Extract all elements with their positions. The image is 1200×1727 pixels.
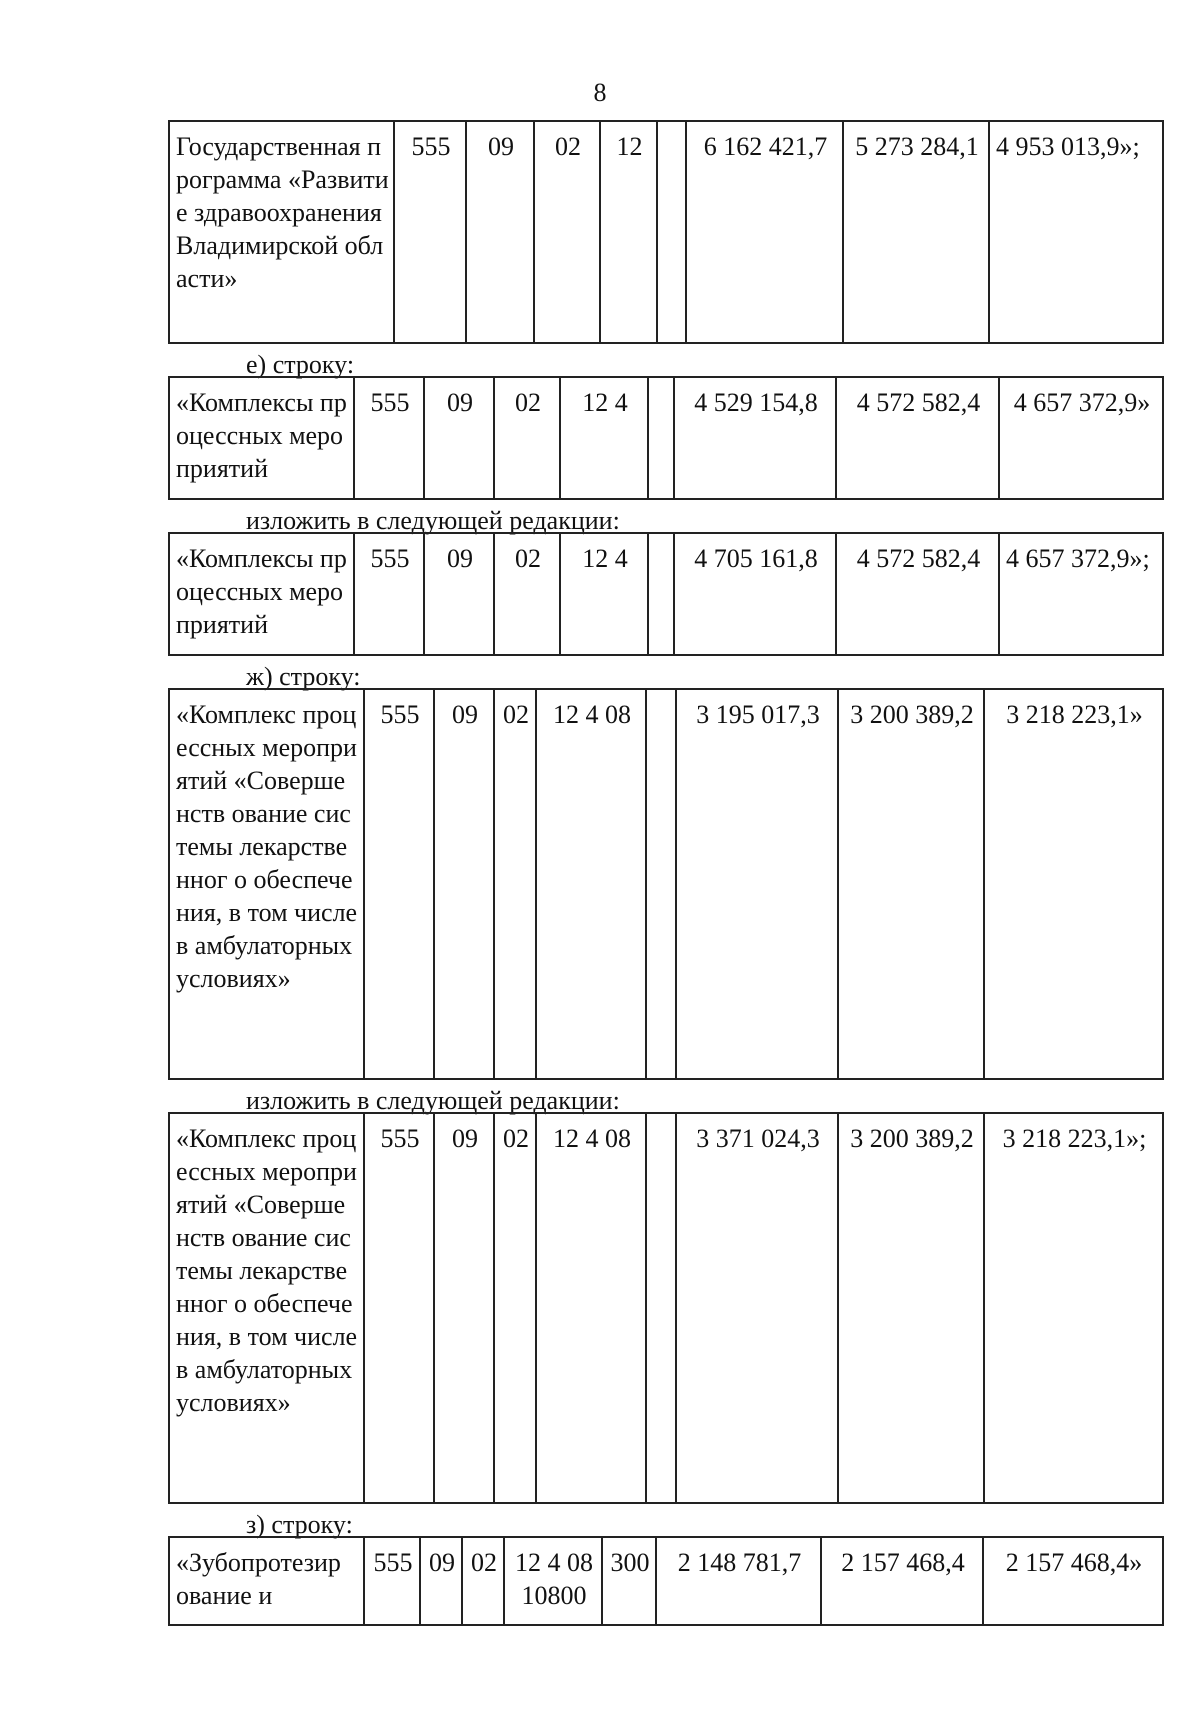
budget-table-program xyxy=(168,120,1164,344)
label-e: е) строку: xyxy=(246,350,355,379)
code-expense-type xyxy=(648,377,674,499)
table-row xyxy=(169,121,1163,343)
amount-year-1: 3 195 017,3 xyxy=(676,689,838,1079)
amount-year-2: 3 200 389,2 xyxy=(838,689,984,1079)
amount-year-2: 5 273 284,1 xyxy=(843,121,989,343)
code-section: 09 xyxy=(424,377,494,499)
label-zh: ж) строку: xyxy=(246,662,361,691)
code-subsection: 02 xyxy=(494,377,560,499)
amount-year-1: 6 162 421,7 xyxy=(686,121,843,343)
row-name: «Комплексы процессных мероприятий xyxy=(169,377,354,499)
amount-year-2: 4 572 582,4 xyxy=(836,377,999,499)
amount-year-1: 2 148 781,7 xyxy=(656,1537,821,1625)
code-admin: 555 xyxy=(364,1537,420,1625)
amount-year-3: 4 953 013,9»; xyxy=(989,121,1163,343)
amount-year-3: 2 157 468,4» xyxy=(983,1537,1163,1625)
amount-year-2: 2 157 468,4 xyxy=(821,1537,983,1625)
code-expense-type xyxy=(648,533,674,655)
code-section: 09 xyxy=(420,1537,462,1625)
code-target: 12 4 08 10800 xyxy=(504,1537,602,1625)
amount-year-3: 4 657 372,9»; xyxy=(999,533,1163,655)
code-expense-type xyxy=(657,121,686,343)
code-subsection: 02 xyxy=(462,1537,504,1625)
row-name: «Комплекс процессных мероприятий «Совершенств ование системы лекарственног о обеспечения, в том числе в амбулаторных условиях» xyxy=(169,1113,364,1503)
code-admin: 555 xyxy=(364,1113,434,1503)
label-z: з) строку: xyxy=(246,1510,353,1539)
amount-year-1: 4 529 154,8 xyxy=(674,377,836,499)
page-number: 8 xyxy=(593,78,607,107)
code-admin: 555 xyxy=(394,121,466,343)
budget-table-complexes-new xyxy=(168,532,1164,656)
table-row xyxy=(169,1113,1163,1503)
row-name: «Зубопротезир ование и xyxy=(169,1537,364,1625)
budget-table-dental xyxy=(168,1536,1164,1626)
table-row xyxy=(169,533,1163,655)
amount-year-3: 4 657 372,9» xyxy=(999,377,1163,499)
code-section: 09 xyxy=(434,1113,494,1503)
label-replace-2: изложить в следующей редакции: xyxy=(246,1086,620,1115)
amount-year-2: 4 572 582,4 xyxy=(836,533,999,655)
code-expense-type xyxy=(646,1113,676,1503)
amount-year-3: 3 218 223,1» xyxy=(984,689,1163,1079)
amount-year-3: 3 218 223,1»; xyxy=(984,1113,1163,1503)
amount-year-1: 3 371 024,3 xyxy=(676,1113,838,1503)
code-expense-type xyxy=(646,689,676,1079)
code-section: 09 xyxy=(434,689,494,1079)
row-name: Государственная программа «Развитие здравоохранения Владимирской области» xyxy=(169,121,394,343)
code-subsection: 02 xyxy=(494,689,536,1079)
row-name: «Комплексы процессных мероприятий xyxy=(169,533,354,655)
code-section: 09 xyxy=(466,121,534,343)
table-row xyxy=(169,377,1163,499)
code-expense-type: 300 xyxy=(602,1537,656,1625)
label-replace-1: изложить в следующей редакции: xyxy=(246,506,620,535)
code-target: 12 4 xyxy=(560,377,648,499)
code-target: 12 4 08 xyxy=(536,1113,646,1503)
amount-year-1: 4 705 161,8 xyxy=(674,533,836,655)
budget-table-drug-supply-old xyxy=(168,688,1164,1080)
budget-table-complexes-old xyxy=(168,376,1164,500)
amount-year-2: 3 200 389,2 xyxy=(838,1113,984,1503)
code-target: 12 xyxy=(600,121,657,343)
row-name: «Комплекс процессных мероприятий «Совершенств ование системы лекарственног о обеспечения, в том числе в амбулаторных условиях» xyxy=(169,689,364,1079)
code-subsection: 02 xyxy=(494,1113,536,1503)
code-target: 12 4 xyxy=(560,533,648,655)
code-admin: 555 xyxy=(364,689,434,1079)
code-subsection: 02 xyxy=(494,533,560,655)
code-admin: 555 xyxy=(354,377,424,499)
table-row xyxy=(169,689,1163,1079)
code-admin: 555 xyxy=(354,533,424,655)
code-section: 09 xyxy=(424,533,494,655)
code-subsection: 02 xyxy=(534,121,600,343)
code-target: 12 4 08 xyxy=(536,689,646,1079)
table-row xyxy=(169,1537,1163,1625)
budget-table-drug-supply-new xyxy=(168,1112,1164,1504)
